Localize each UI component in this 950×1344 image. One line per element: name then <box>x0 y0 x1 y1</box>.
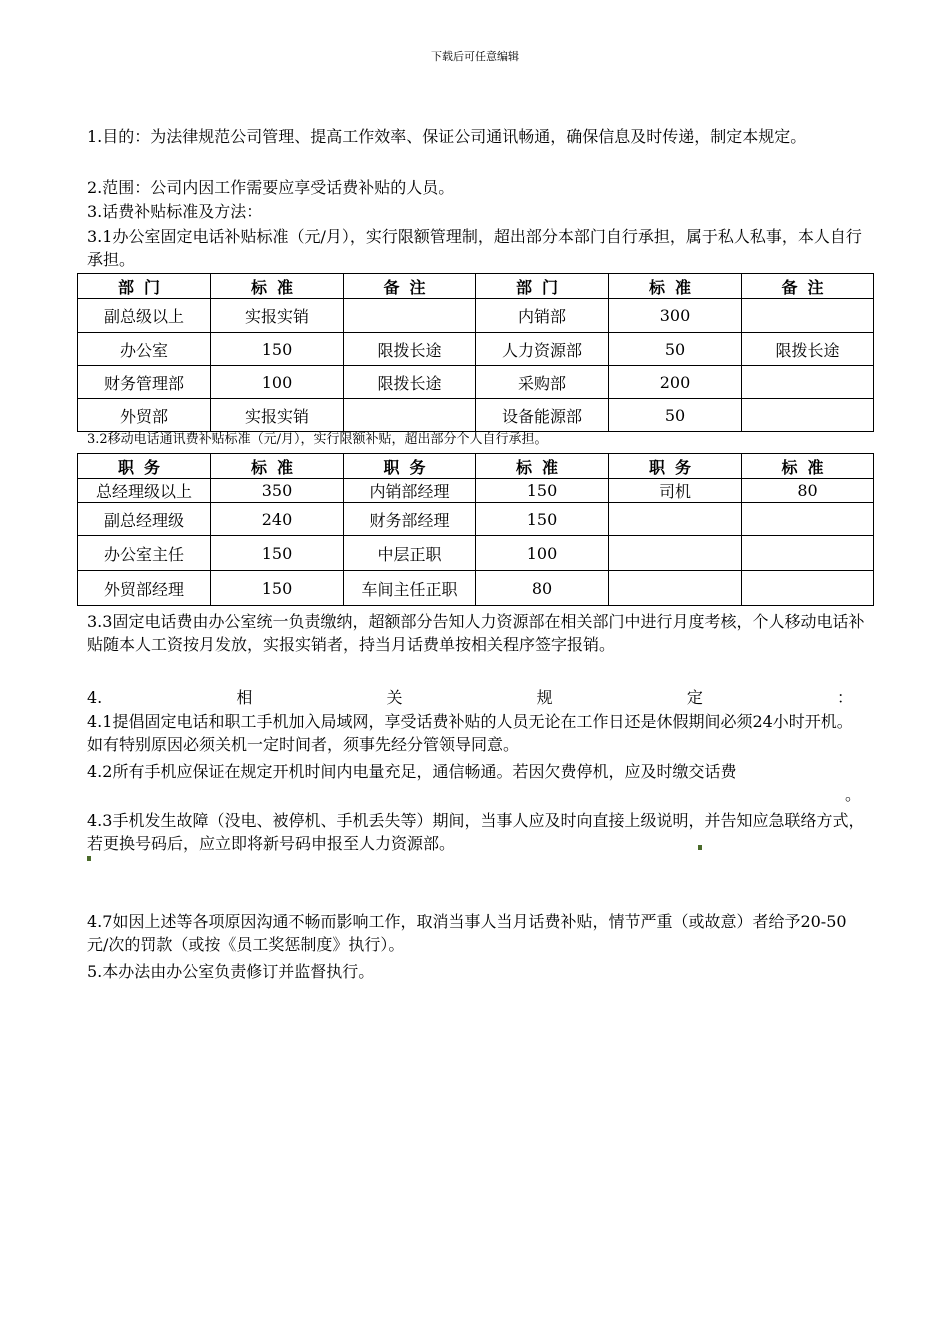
table-header-cell: 标准 <box>211 274 344 299</box>
paragraph-purpose: 1.目的：为法律规范公司管理、提高工作效率、保证公司通讯畅通，确保信息及时传递，制定本规定。 <box>87 127 807 146</box>
page-header: 下载后可任意编辑 <box>431 50 519 63</box>
table-header-cell: 职务 <box>609 454 742 479</box>
table-cell: 采购部 <box>476 366 609 399</box>
table-cell: 限拨长途 <box>742 333 874 366</box>
table-row <box>78 571 874 606</box>
table-header-cell: 职务 <box>78 454 211 479</box>
section-4-heading <box>87 686 853 709</box>
paragraph-4-2: 4.2所有手机应保证在规定开机时间内电量充足，通信畅通。若因欠费停机，应及时缴交话费 <box>87 762 737 781</box>
paragraph-section-3: 3.话费补贴标准及方法： <box>87 202 263 221</box>
table-header-cell: 标准 <box>742 454 874 479</box>
table-cell: 50 <box>609 399 742 432</box>
paragraph-3-3: 3.3固定电话费由办公室统一负责缴纳，超额部分告知人力资源部在相关部门中进行月度考核，个人移动电话补贴随本人工资按月发放，实报实销者，持当月话费单按相关程序签字报销。 <box>87 612 865 654</box>
table-cell: 人力资源部 <box>476 333 609 366</box>
table-cell <box>609 571 742 606</box>
table-cell <box>344 399 476 432</box>
table-row <box>78 333 874 366</box>
table-cell: 限拨长途 <box>344 333 476 366</box>
table-row <box>78 299 874 333</box>
table-cell: 240 <box>211 503 344 536</box>
paragraph-4-1: 4.1提倡固定电话和职工手机加入局域网，享受话费补贴的人员无论在工作日还是休假期间必须24小时开机。如有特别原因必须关机一定时间者，须事先经分管领导同意。 <box>87 712 853 754</box>
heading-char: 相 <box>236 688 253 707</box>
table-header-cell: 标准 <box>211 454 344 479</box>
table-row <box>78 479 874 503</box>
table-row <box>78 366 874 399</box>
table-cell: 内销部经理 <box>344 479 476 503</box>
mobile-subsidy-table <box>77 453 874 606</box>
table-cell <box>742 399 874 432</box>
table-cell: 财务部经理 <box>344 503 476 536</box>
table-header-cell: 备注 <box>344 274 476 299</box>
table-header-cell: 标准 <box>609 274 742 299</box>
table-cell: 外贸部经理 <box>78 571 211 606</box>
table-cell: 150 <box>211 333 344 366</box>
anchor-mark <box>87 856 91 861</box>
table-cell: 150 <box>211 571 344 606</box>
table-cell <box>742 571 874 606</box>
table-cell: 80 <box>476 571 609 606</box>
anchor-mark <box>698 845 702 850</box>
table-cell: 中层正职 <box>344 536 476 571</box>
table-cell: 50 <box>609 333 742 366</box>
paragraph-5: 5.本办法由办公室负责修订并监督执行。 <box>87 962 375 981</box>
paragraph-3-2: 3.2移动电话通讯费补贴标准（元/月），实行限额补贴，超出部分个人自行承担。 <box>87 432 548 447</box>
paragraph-4-2-end: 。 <box>845 785 862 804</box>
table-cell: 80 <box>742 479 874 503</box>
table-cell: 财务管理部 <box>78 366 211 399</box>
table-header-cell: 职务 <box>344 454 476 479</box>
heading-char: 定 <box>686 688 703 707</box>
table-cell: 办公室 <box>78 333 211 366</box>
table-cell <box>742 536 874 571</box>
table-cell <box>742 503 874 536</box>
heading-char: ： <box>836 688 853 707</box>
table-cell: 150 <box>476 479 609 503</box>
table-row <box>78 399 874 432</box>
table-header-cell: 部门 <box>78 274 211 299</box>
table-cell: 副总经理级 <box>78 503 211 536</box>
table-header-cell: 备注 <box>742 274 874 299</box>
paragraph-scope: 2.范围：公司内因工作需要应享受话费补贴的人员。 <box>87 178 455 197</box>
table-cell: 司机 <box>609 479 742 503</box>
table-cell: 150 <box>211 536 344 571</box>
table-cell: 副总级以上 <box>78 299 211 333</box>
table-cell <box>609 503 742 536</box>
table-cell: 设备能源部 <box>476 399 609 432</box>
table-cell <box>742 366 874 399</box>
table-cell: 实报实销 <box>211 399 344 432</box>
table-cell: 车间主任正职 <box>344 571 476 606</box>
heading-char: 规 <box>536 688 553 707</box>
table-header-row <box>78 274 874 299</box>
table-header-cell: 部门 <box>476 274 609 299</box>
table-cell: 办公室主任 <box>78 536 211 571</box>
table-cell: 内销部 <box>476 299 609 333</box>
table-header-cell: 标准 <box>476 454 609 479</box>
table-row <box>78 536 874 571</box>
paragraph-3-1: 3.1办公室固定电话补贴标准（元/月），实行限额管理制，超出部分本部门自行承担，属于私人私事，本人自行承担。 <box>87 227 862 269</box>
table-cell: 总经理级以上 <box>78 479 211 503</box>
table-cell: 100 <box>476 536 609 571</box>
table-cell <box>344 299 476 333</box>
table-header-row <box>78 454 874 479</box>
table-cell: 350 <box>211 479 344 503</box>
heading-char: 关 <box>386 688 403 707</box>
table-cell: 外贸部 <box>78 399 211 432</box>
table-cell: 限拨长途 <box>344 366 476 399</box>
paragraph-4-7: 4.7如因上述等各项原因沟通不畅而影响工作，取消当事人当月话费补贴，情节严重（或故意）者给予20-50元/次的罚款（或按《员工奖惩制度》执行）。 <box>87 912 847 954</box>
table-row <box>78 503 874 536</box>
table-cell: 100 <box>211 366 344 399</box>
table-cell <box>742 299 874 333</box>
table-cell: 实报实销 <box>211 299 344 333</box>
landline-subsidy-table <box>77 273 874 432</box>
table-cell <box>609 536 742 571</box>
paragraph-4-3: 4.3手机发生故障（没电、被停机、手机丢失等）期间，当事人应及时向直接上级说明，并告知应急联络方式，若更换号码后，应立即将新号码申报至人力资源部。 <box>87 811 865 853</box>
heading-char: 4. <box>87 688 103 707</box>
table-cell: 300 <box>609 299 742 333</box>
table-cell: 200 <box>609 366 742 399</box>
table-cell: 150 <box>476 503 609 536</box>
